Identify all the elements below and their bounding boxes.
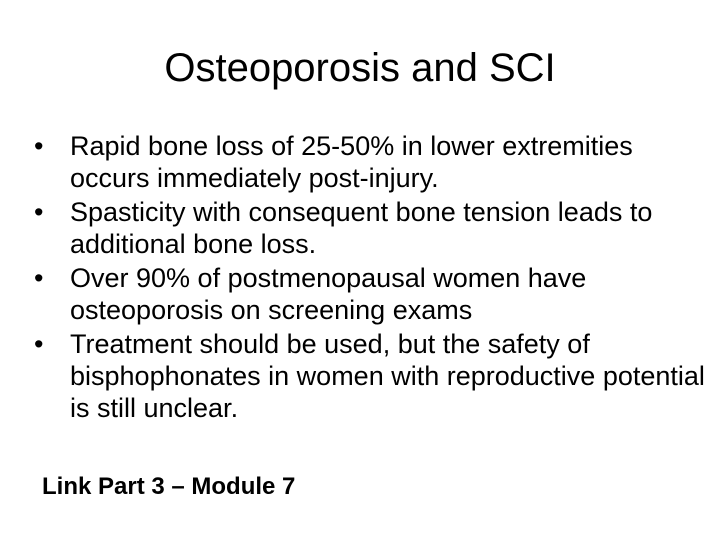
bullet-item [26,130,706,194]
bullet-list [26,130,706,426]
bullet-item [26,328,706,424]
bullet-text: Treatment should be used, but the safety of bisphophonates in women with reproductive potential is still unclear. [70,329,705,423]
bullet-dot: • [34,197,44,227]
bullet-dot: • [34,131,44,161]
bullet-item [26,262,706,326]
bullet-text: Spasticity with consequent bone tension leads to additional bone loss. [70,197,653,259]
slide-title: Osteoporosis and SCI [164,46,556,90]
module-link-footer: Link Part 3 – Module 7 [42,473,296,500]
bullet-text: Over 90% of postmenopausal women have osteoporosis on screening exams [70,263,587,325]
bullet-item [26,196,706,260]
bullet-dot: • [34,263,44,293]
bullet-dot: • [34,329,44,359]
bullet-text: Rapid bone loss of 25-50% in lower extremities occurs immediately post-injury. [70,131,633,193]
